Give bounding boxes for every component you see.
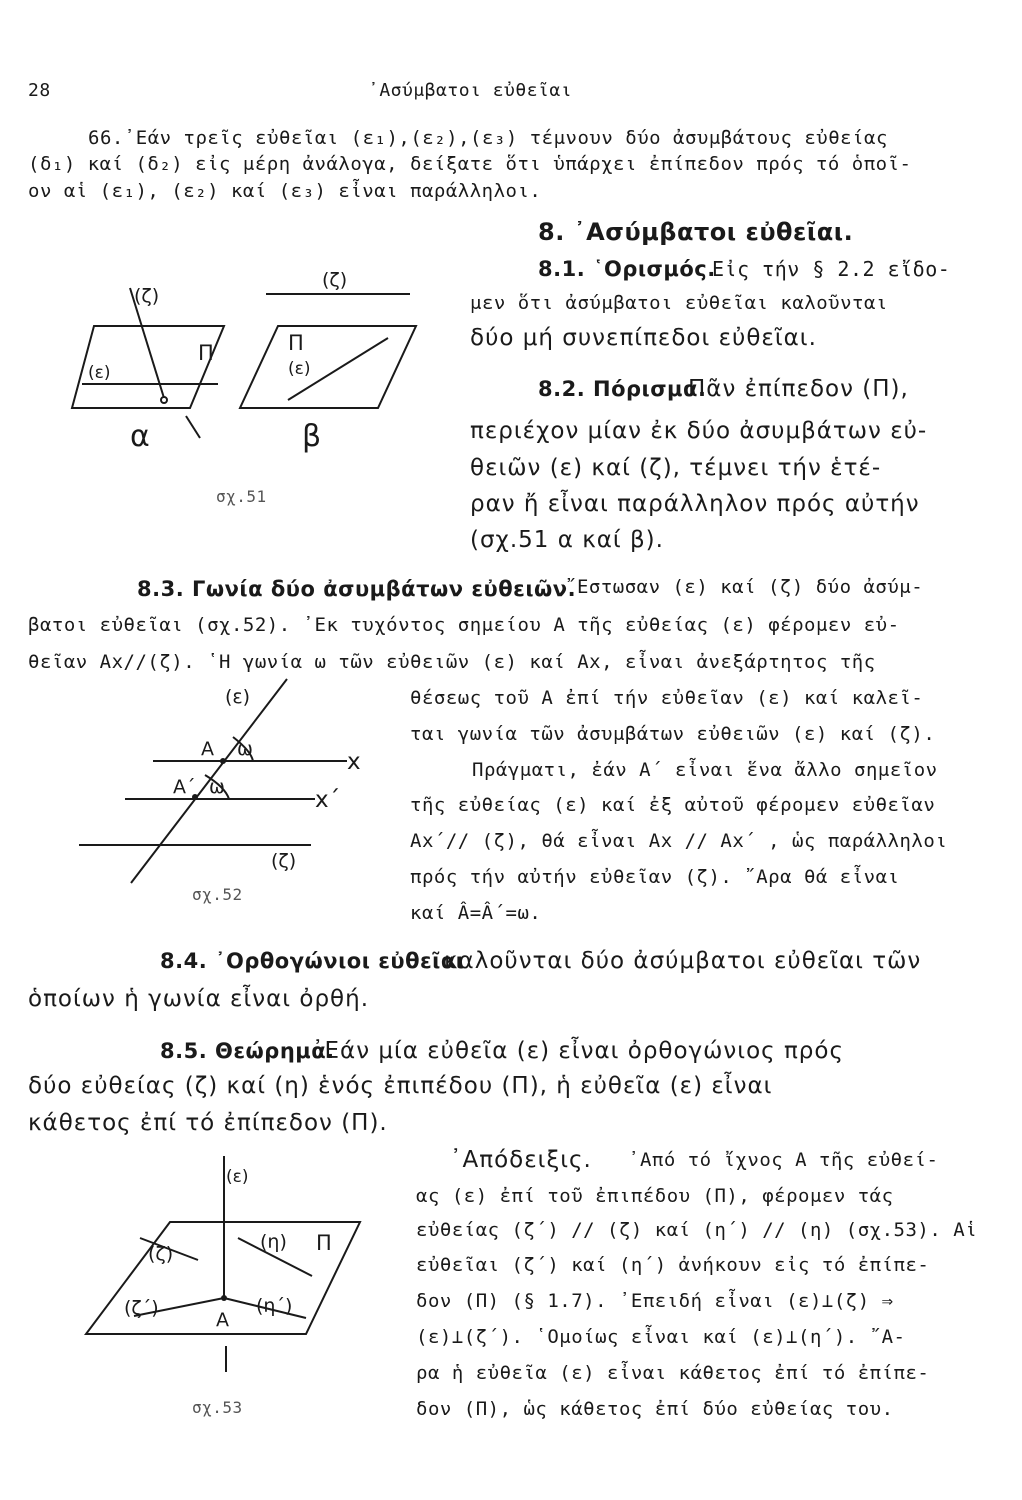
theorem-heading: 8.5. Θεώρημα. xyxy=(160,1039,335,1063)
corollary-line: Πᾶν ἐπίπεδον (Π), xyxy=(688,376,909,402)
label-zeta-b: (ζ) xyxy=(322,269,348,291)
angle-line: βατοι εὐθεῖαι (σχ.52). ᾿Εκ τυχόντος σημείου Α τῆς εὐθείας (ε) φέρομεν εὐ- xyxy=(28,614,900,636)
definition-line: μεν ὅτι ἀσύμβατοι εὐθεῖαι καλοῦνται xyxy=(470,292,888,314)
corollary-line: ραν ἤ εἶναι παράλληλον πρός αὐτήν xyxy=(470,491,920,517)
angle-line: ῎Εστωσαν (ε) καί (ζ) δύο ἀσύμ- xyxy=(565,576,924,598)
label-zeta: (ζ) xyxy=(271,850,297,872)
label-omega-2: ω xyxy=(209,776,225,798)
angle-line: Πράγματι, ἐάν Α΄ εἶναι ἕνα ἄλλο σημεῖον xyxy=(472,759,938,781)
figure-51-caption: σχ.51 xyxy=(216,487,267,506)
angle-heading: 8.3. Γωνία δύο ἀσυμβάτων εὐθειῶν. xyxy=(137,577,577,601)
figure-52 xyxy=(75,675,375,895)
figure-53 xyxy=(80,1150,380,1390)
label-zeta-prime: (ζ΄) xyxy=(124,1297,159,1319)
theorem-line: ᾿Εάν μία εὐθεῖα (ε) εἶναι ὀρθογώνιος πρός xyxy=(312,1038,844,1064)
proof-heading: ᾿Απόδειξις. xyxy=(450,1147,592,1173)
figure-53-caption: σχ.53 xyxy=(192,1398,243,1417)
exercise-line: (δ₁) καί (δ₂) εἰς μέρη ἀνάλογα, δείξατε ὅτι ὑπάρχει ἐπίπεδον πρός τό ὁποῖ- xyxy=(28,153,912,175)
corollary-line: (σχ.51 α καί β). xyxy=(470,527,664,553)
corollary-line: θειῶν (ε) καί (ζ), τέμνει τήν ἑτέ- xyxy=(470,455,882,481)
angle-line: καί Â=Â΄=ω. xyxy=(410,902,542,924)
label-beta: β xyxy=(302,419,322,454)
label-zeta-a: (ζ) xyxy=(134,285,160,307)
line-zeta-a-below xyxy=(186,416,200,438)
theorem-line: δύο εὐθείας (ζ) καί (η) ἑνός ἐπιπέδου (Π), ἡ εὐθεῖα (ε) εἶναι xyxy=(28,1073,773,1099)
label-x: x xyxy=(347,749,361,775)
definition-line: Εἰς τήν § 2.2 εἴδο- xyxy=(712,257,951,281)
proof-line: εὐθείας (ζ΄) // (ζ) καί (η΄) // (η) (σχ.53). Αἱ xyxy=(416,1219,978,1241)
proof-line: ας (ε) ἐπί τοῦ ἐπιπέδου (Π), φέρομεν τάς xyxy=(416,1185,894,1207)
label-eta-prime: (η΄) xyxy=(256,1295,293,1317)
definition-heading: 8.1. ῾Ορισμός. xyxy=(538,257,716,281)
trace-point-a xyxy=(161,397,167,403)
label-epsilon: (ε) xyxy=(226,1167,249,1187)
angle-line: τῆς εὐθείας (ε) καί ἐξ αὐτοῦ φέρομεν εὐθεῖαν xyxy=(410,794,936,816)
figure-52-caption: σχ.52 xyxy=(192,885,243,904)
exercise-line: 66.᾿Εάν τρεῖς εὐθεῖαι (ε₁),(ε₂),(ε₃) τέμνουν δύο ἀσυμβάτους εὐθείας xyxy=(88,127,888,149)
label-pi-b: Π xyxy=(288,331,304,355)
plane-b xyxy=(240,326,416,408)
label-epsilon: (ε) xyxy=(225,686,251,708)
point-A xyxy=(221,1295,227,1301)
label-omega-1: ω xyxy=(237,738,253,760)
theorem-line: κάθετος ἐπί τό ἐπίπεδον (Π). xyxy=(28,1110,388,1136)
label-epsilon-a: (ε) xyxy=(88,363,111,383)
figure-51 xyxy=(60,268,430,498)
label-zeta: (ζ) xyxy=(148,1243,174,1265)
section-title: 8. ᾿Ασύμβατοι εὐθεῖαι. xyxy=(538,218,854,246)
orthogonal-heading: 8.4. ᾿Ορθογώνιοι εὐθεῖαι xyxy=(160,949,465,973)
proof-line: εὐθεῖαι (ζ΄) καί (η΄) ἀνήκουν εἰς τό ἐπίπε- xyxy=(416,1254,930,1276)
label-A: Α xyxy=(216,1309,229,1331)
label-alpha: α xyxy=(130,419,150,454)
orthogonal-line: καλοῦνται δύο ἀσύμβατοι εὐθεῖαι τῶν xyxy=(444,948,922,974)
definition-line: δύο μή συνεπίπεδοι εὐθεῖαι. xyxy=(470,325,817,351)
page-number: 28 xyxy=(28,80,51,101)
angle-line: πρός τήν αὐτήν εὐθεῖαν (ζ). ῎Αρα θά εἶναι xyxy=(410,866,900,888)
label-eta: (η) xyxy=(260,1231,287,1253)
label-pi-a: Π xyxy=(198,341,214,365)
angle-line: Αx΄// (ζ), θά εἶναι Αx // Αx΄ , ὡς παράλληλοι xyxy=(410,830,948,852)
proof-line: ᾿Από τό ἴχνος Α τῆς εὐθεί- xyxy=(628,1149,939,1171)
orthogonal-line: ὁποίων ἡ γωνία εἶναι ὀρθή. xyxy=(28,986,370,1012)
proof-line: (ε)⊥(ζ΄). ῾Ομοίως εἶναι καί (ε)⊥(η΄). ῎Α- xyxy=(416,1326,906,1348)
proof-line: δον (Π) (§ 1.7). ᾿Επειδή εἶναι (ε)⊥(ζ) ⇒ xyxy=(416,1290,894,1312)
exercise-line: ον αἱ (ε₁), (ε₂) καί (ε₃) εἶναι παράλληλοι. xyxy=(28,180,542,202)
angle-line: θεῖαν Αx//(ζ). ῾Η γωνία ω τῶν εὐθειῶν (ε) καί Αx, εἶναι ἀνεξάρτητος τῆς xyxy=(28,651,876,673)
angle-line: ται γωνία τῶν ἀσυμβάτων εὐθειῶν (ε) καί (ζ). xyxy=(410,723,936,745)
label-pi: Π xyxy=(316,1231,332,1255)
label-epsilon-b: (ε) xyxy=(288,359,311,379)
corollary-heading: 8.2. Πόρισμα. xyxy=(538,377,707,401)
point-A xyxy=(220,758,226,764)
running-title: ᾿Ασύμβατοι εὐθεῖαι xyxy=(368,80,573,101)
angle-line: θέσεως τοῦ Α ἐπί τήν εὐθεῖαν (ε) καί καλεῖ- xyxy=(410,687,924,709)
label-x-prime: x΄ xyxy=(315,787,341,813)
corollary-line: περιέχον μίαν ἐκ δύο ἀσυμβάτων εὐ- xyxy=(470,418,928,444)
label-A: Α xyxy=(201,738,214,760)
proof-line: ρα ἡ εὐθεῖα (ε) εἶναι κάθετος ἐπί τό ἐπίπε- xyxy=(416,1362,930,1384)
label-A-prime: Α΄ xyxy=(173,776,196,798)
proof-line: δον (Π), ὡς κάθετος ἐπί δύο εὐθείας του. xyxy=(416,1398,894,1420)
